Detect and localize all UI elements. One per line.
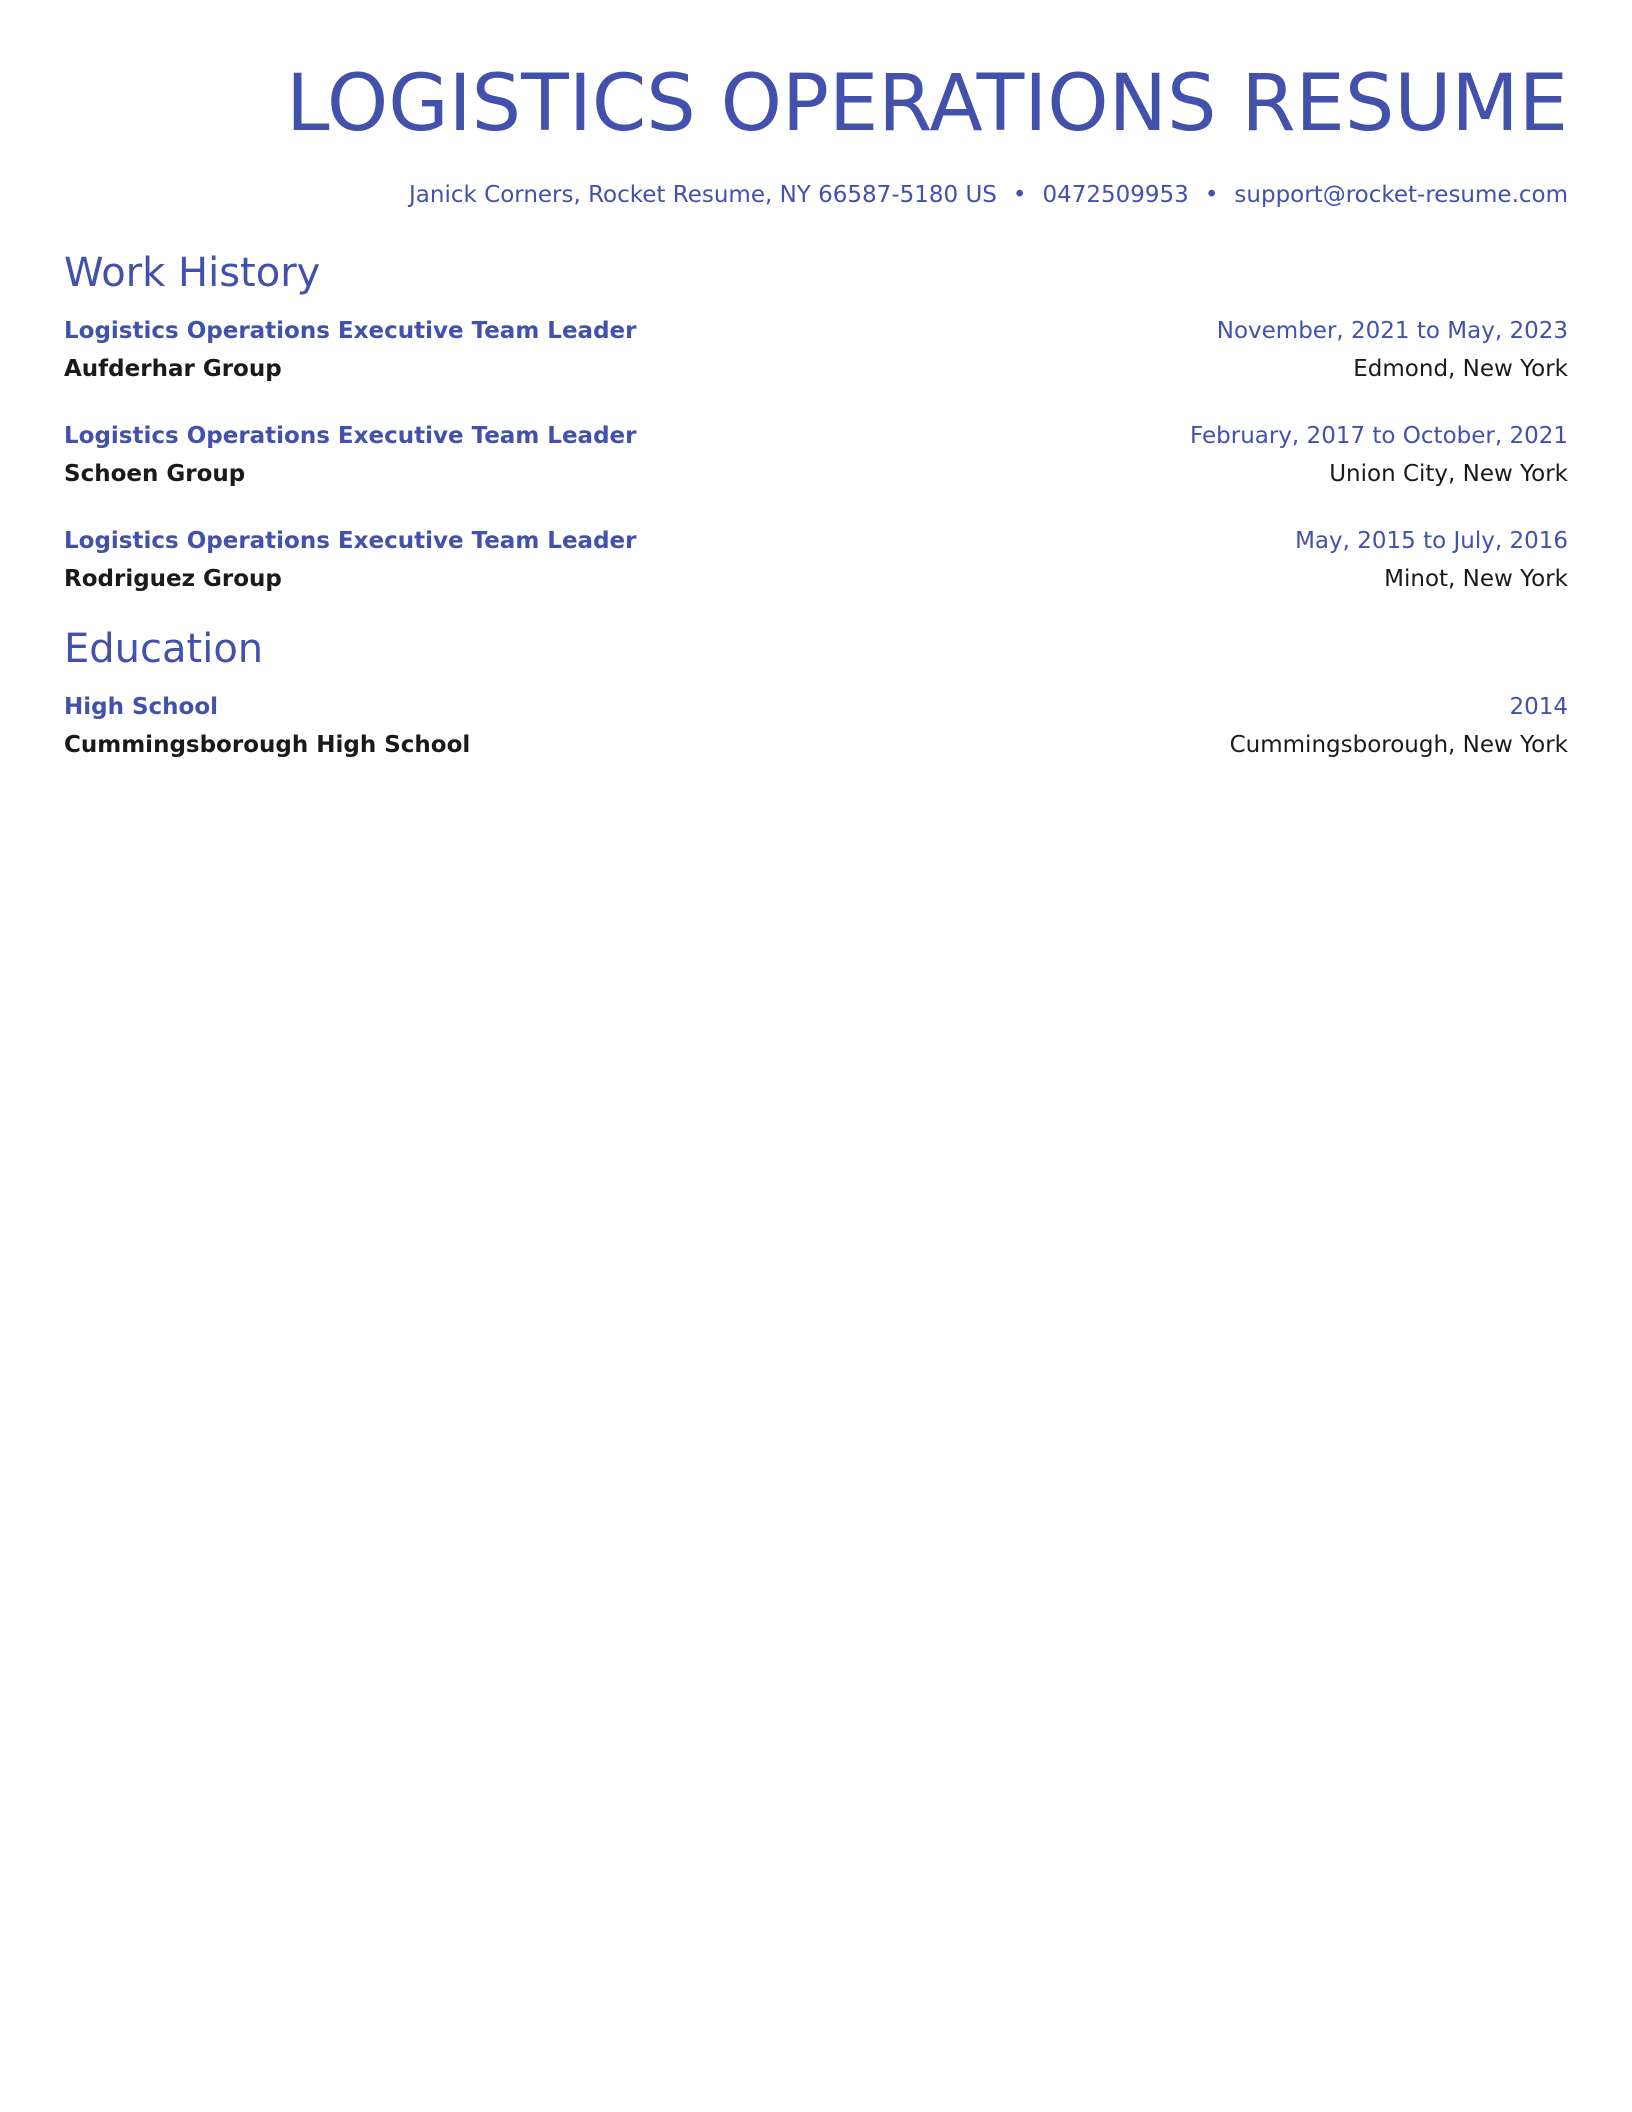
education-list xyxy=(64,690,1568,762)
job-location: Union City, New York xyxy=(1329,461,1568,487)
contact-separator: • xyxy=(1012,182,1027,208)
school-name: Cummingsborough High School xyxy=(64,732,471,758)
resume-header xyxy=(64,52,1568,210)
work-history-heading: Work History xyxy=(64,250,321,296)
education-heading: Education xyxy=(64,626,264,672)
job-title: Logistics Operations Executive Team Leader xyxy=(64,318,637,344)
work-entry xyxy=(64,314,1568,386)
work-history-list xyxy=(64,314,1568,596)
contact-phone: 0472509953 xyxy=(1042,182,1189,208)
company-name: Rodriguez Group xyxy=(64,566,282,592)
job-dates: February, 2017 to October, 2021 xyxy=(1190,423,1568,449)
graduation-year: 2014 xyxy=(1509,694,1568,720)
work-entry xyxy=(64,419,1568,491)
job-location: Minot, New York xyxy=(1384,566,1568,592)
company-name: Schoen Group xyxy=(64,461,246,487)
work-entry xyxy=(64,524,1568,596)
education-entry xyxy=(64,690,1568,762)
education-section xyxy=(64,624,1568,762)
page-title: LOGISTICS OPERATIONS RESUME xyxy=(286,59,1568,149)
contact-email: support@rocket-resume.com xyxy=(1234,182,1568,208)
school-location: Cummingsborough, New York xyxy=(1229,732,1568,758)
job-title: Logistics Operations Executive Team Leader xyxy=(64,528,637,554)
contact-separator: • xyxy=(1204,182,1219,208)
degree-name: High School xyxy=(64,694,219,720)
job-location: Edmond, New York xyxy=(1353,356,1568,382)
work-history-section xyxy=(64,248,1568,596)
company-name: Aufderhar Group xyxy=(64,356,282,382)
contact-address: Janick Corners, Rocket Resume, NY 66587-5180 US xyxy=(409,182,997,208)
job-dates: May, 2015 to July, 2016 xyxy=(1295,528,1568,554)
job-dates: November, 2021 to May, 2023 xyxy=(1216,318,1568,344)
job-title: Logistics Operations Executive Team Leader xyxy=(64,423,637,449)
contact-line xyxy=(64,180,1568,210)
